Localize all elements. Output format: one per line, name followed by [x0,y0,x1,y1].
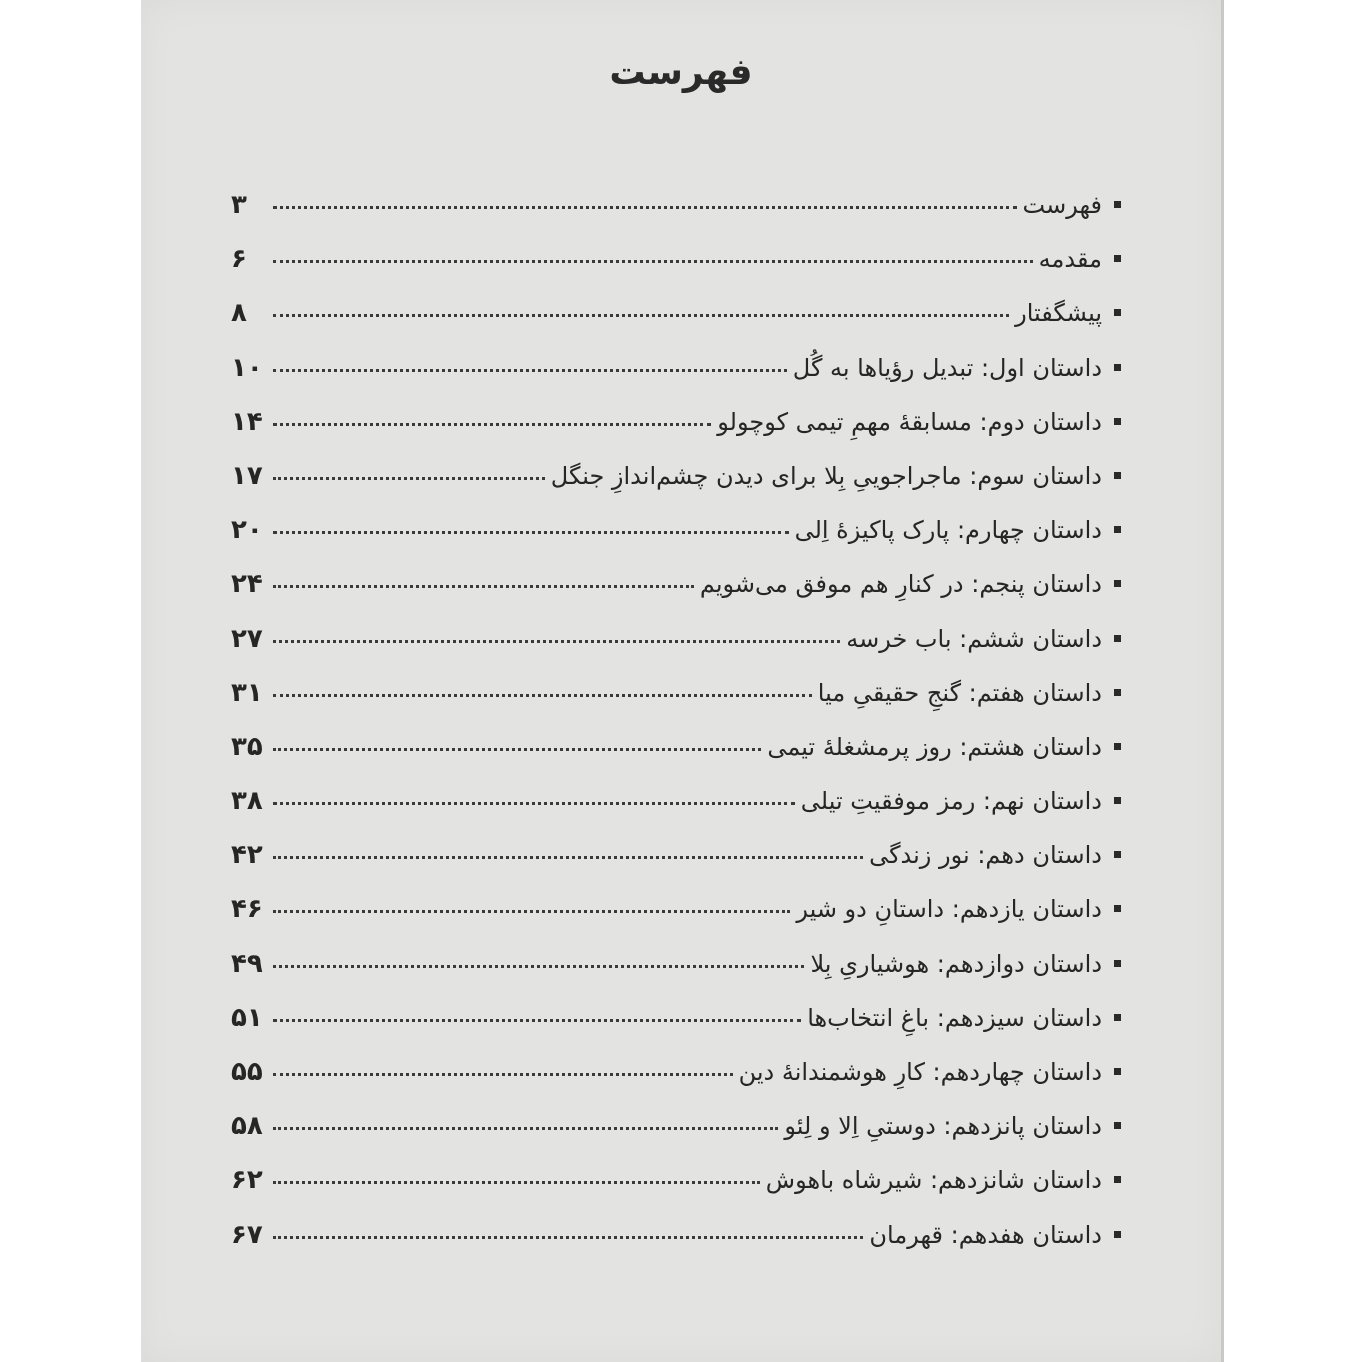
bullet-icon [1114,526,1121,533]
dot-leader [273,369,787,372]
toc-entry-label: داستان هفتم: گنجِ حقیقیِ میا [817,678,1102,707]
bullet-icon [1114,635,1121,642]
dot-leader [273,748,761,751]
toc-entry-page: ۶ [231,244,247,275]
dot-leader [273,423,711,426]
toc-entry-page: ۴۶ [231,894,263,925]
toc-entry-page: ۳۸ [231,786,263,817]
bullet-icon [1114,1014,1121,1021]
book-page [141,0,1221,1362]
toc-entry-page: ۵۵ [231,1057,263,1087]
dot-leader [273,206,1017,209]
toc-entry-page: ۸ [231,298,247,329]
dot-leader [273,585,694,588]
dot-leader [273,260,1033,263]
toc-entry-page: ۳۵ [231,731,263,762]
dot-leader [273,640,840,643]
page-edge [1221,0,1224,1362]
toc-entry [231,624,1121,678]
toc-entry-label: داستان نهم: رمز موفقیتِ تیلی [800,787,1102,816]
bullet-icon [1114,1122,1121,1129]
dot-leader [273,694,812,697]
toc-entry-label: مقدمه [1038,245,1102,274]
toc-entry-label: فهرست [1022,191,1102,219]
dot-leader [273,1019,801,1022]
toc-entry [231,515,1121,569]
toc-entry-label: داستان ششم: باب خرسه [846,624,1102,653]
bullet-icon [1114,201,1121,208]
bullet-icon [1114,255,1121,262]
bullet-icon [1114,797,1121,804]
toc-entry-page: ۲۰ [231,515,263,546]
toc-entry-page: ۵۸ [231,1111,263,1142]
toc-entry-page: ۲۷ [231,623,263,654]
toc-entry-label: داستان چهاردهم: کارِ هوشمندانهٔ دین [738,1058,1102,1086]
toc-entry [231,569,1121,623]
toc-entry [231,894,1121,948]
page-title: فهرست [609,52,753,93]
toc-entry [231,298,1121,352]
bullet-icon [1114,960,1121,967]
table-of-contents [231,190,1121,1274]
toc-entry-label: داستان اول: تبدیل رؤیاها به گُل [792,353,1102,382]
dot-leader [273,531,789,534]
toc-entry-label: داستان چهارم: پارک پاکیزهٔ اِلی [794,516,1102,545]
toc-entry [231,461,1121,515]
toc-entry [231,786,1121,840]
bullet-icon [1114,743,1121,750]
dot-leader [273,856,863,859]
toc-entry-label: پیشگفتار [1015,299,1102,328]
bullet-icon [1114,472,1121,479]
toc-entry-page: ۱۷ [231,460,263,491]
toc-entry-label: داستان هشتم: روز پرمشغلهٔ تیمی [767,732,1102,761]
bullet-icon [1114,689,1121,696]
toc-entry-page: ۱۴ [231,406,263,437]
toc-entry-label: داستان سوم: ماجراجوییِ بِلا برای دیدن چشم‌اندازِ جنگل [550,461,1102,490]
bullet-icon [1114,364,1121,371]
dot-leader [273,1073,733,1076]
bullet-icon [1114,851,1121,858]
toc-entry [231,407,1121,461]
toc-entry-page: ۶۷ [231,1219,263,1250]
toc-entry-label: داستان دوازدهم: هوشیاریِ بِلا [810,949,1102,978]
toc-entry-label: داستان یازدهم: داستانِ دو شیر [796,895,1102,924]
dot-leader [273,910,790,913]
dot-leader [273,477,545,480]
bullet-icon [1114,1176,1121,1183]
toc-entry-page: ۳ [231,190,247,220]
toc-entry [231,190,1121,244]
toc-entry-page: ۱۰ [231,352,263,383]
toc-entry [231,1165,1121,1219]
bullet-icon [1114,905,1121,912]
bullet-icon [1114,418,1121,425]
toc-entry [231,949,1121,1003]
toc-entry [231,353,1121,407]
dot-leader [273,314,1009,317]
toc-entry [231,840,1121,894]
dot-leader [273,965,804,968]
toc-entry-page: ۴۹ [231,948,263,979]
toc-entry-page: ۲۴ [231,569,263,600]
dot-leader [273,1181,760,1184]
toc-entry [231,1220,1121,1274]
bullet-icon [1114,580,1121,587]
toc-entry-label: داستان شانزدهم: شیرشاه باهوش [765,1166,1102,1195]
toc-entry [231,1111,1121,1165]
dot-leader [273,802,795,805]
toc-entry-label: داستان دهم: نور زندگی [869,841,1102,870]
toc-entry-label: داستان هفدهم: قهرمان [869,1220,1102,1249]
toc-entry-label: داستان سیزدهم: باغِ انتخاب‌ها [807,1003,1102,1032]
toc-entry-label: داستان پنجم: در کنارِ هم موفق می‌شویم [699,570,1102,599]
dot-leader [273,1127,778,1130]
bullet-icon [1114,309,1121,316]
toc-entry-label: داستان پانزدهم: دوستیِ اِلا و لِئو [784,1112,1102,1141]
toc-entry-page: ۵۱ [231,1002,263,1033]
toc-entry [231,244,1121,298]
bullet-icon [1114,1068,1121,1075]
toc-entry [231,678,1121,732]
bullet-icon [1114,1231,1121,1238]
toc-entry-page: ۴۲ [231,840,263,871]
toc-entry [231,1003,1121,1057]
toc-entry [231,732,1121,786]
toc-entry-page: ۳۱ [231,677,263,708]
toc-entry [231,1057,1121,1111]
dot-leader [273,1236,863,1239]
toc-entry-label: داستان دوم: مسابقهٔ مهمِ تیمی کوچولو [717,407,1102,436]
toc-entry-page: ۶۲ [231,1165,263,1196]
